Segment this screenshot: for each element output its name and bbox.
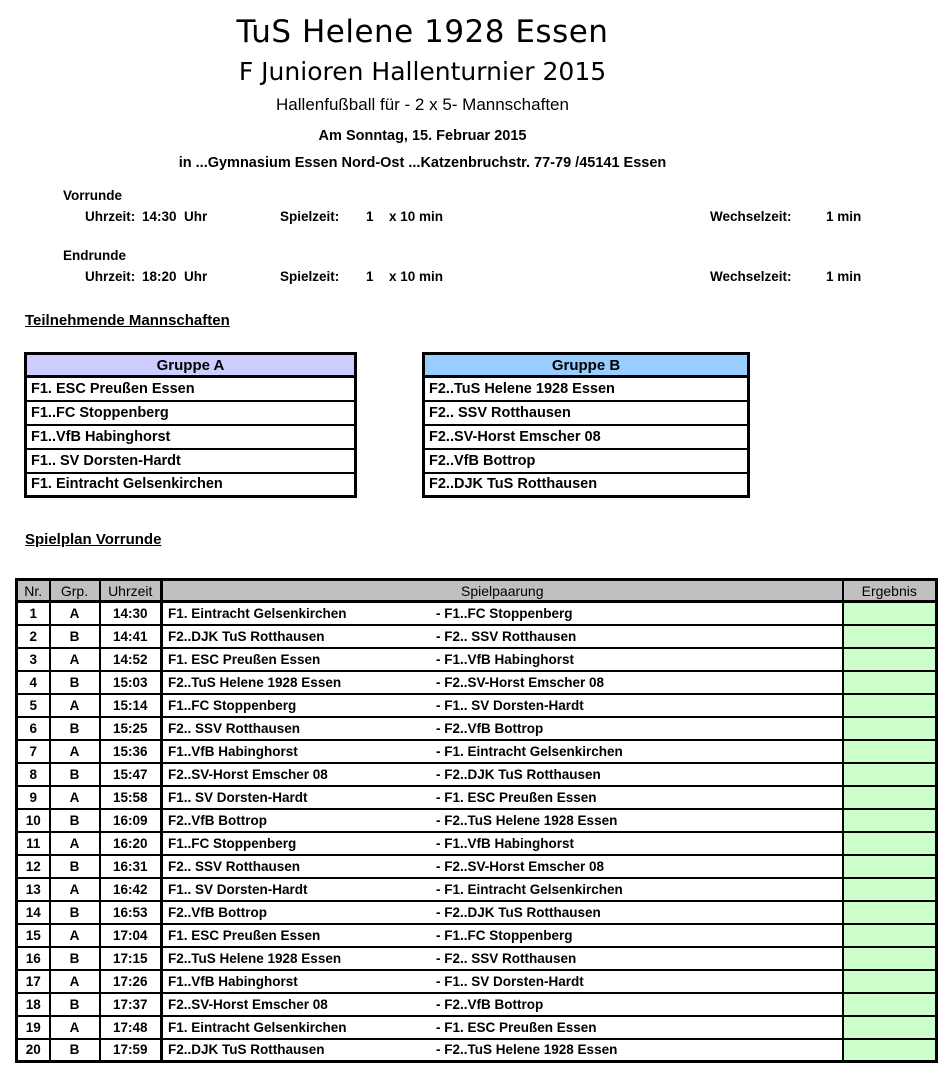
- home-team: F2..VfB Bottrop: [168, 904, 267, 920]
- match-group-cell: A: [50, 1016, 100, 1039]
- pairing-cell: [162, 947, 843, 970]
- away-team: - F1..FC Stoppenberg: [436, 605, 573, 621]
- away-team: - F1. ESC Preußen Essen: [436, 789, 597, 805]
- match-time-cell: 15:58: [100, 786, 162, 809]
- match-row: [17, 855, 937, 878]
- match-group-cell: A: [50, 924, 100, 947]
- pairing-cell: [162, 855, 843, 878]
- spielzeit-count: 1: [366, 209, 374, 224]
- col-header-grp: Grp.: [50, 580, 100, 602]
- match-group-cell: B: [50, 809, 100, 832]
- away-team: - F1. ESC Preußen Essen: [436, 1019, 597, 1035]
- match-time-cell: 16:42: [100, 878, 162, 901]
- away-team: - F2..TuS Helene 1928 Essen: [436, 1042, 618, 1058]
- match-number-cell: 1: [17, 602, 50, 625]
- pairing-cell: [162, 1016, 843, 1039]
- match-number-cell: 6: [17, 717, 50, 740]
- match-row: [17, 993, 937, 1016]
- match-row: [17, 717, 937, 740]
- result-cell: [843, 832, 937, 855]
- match-number-cell: 5: [17, 694, 50, 717]
- match-time-cell: 15:03: [100, 671, 162, 694]
- match-row: [17, 648, 937, 671]
- match-number-cell: 18: [17, 993, 50, 1016]
- match-row: [17, 901, 937, 924]
- match-time-cell: 17:37: [100, 993, 162, 1016]
- match-number-cell: 16: [17, 947, 50, 970]
- wechselzeit-value: 1 min: [826, 269, 862, 284]
- pairing-cell: [162, 924, 843, 947]
- match-number-cell: 14: [17, 901, 50, 924]
- team-row: [424, 401, 749, 425]
- home-team: F2..DJK TuS Rotthausen: [168, 628, 325, 644]
- match-group-cell: A: [50, 832, 100, 855]
- match-number-cell: 11: [17, 832, 50, 855]
- uhrzeit-label: Uhrzeit:: [85, 269, 136, 284]
- page-title: TuS Helene 1928 Essen: [236, 14, 609, 50]
- away-team: - F2..DJK TuS Rotthausen: [436, 904, 601, 920]
- team-row: [26, 401, 356, 425]
- group-b-table: [422, 352, 750, 498]
- result-cell: [843, 855, 937, 878]
- result-cell: [843, 947, 937, 970]
- spielzeit-unit: x 10 min: [389, 269, 444, 284]
- team-row: [26, 425, 356, 449]
- team-cell: F2.. SSV Rotthausen: [424, 401, 749, 425]
- team-cell: F1..VfB Habinghorst: [26, 425, 356, 449]
- match-group-cell: B: [50, 625, 100, 648]
- pairing-cell: [162, 671, 843, 694]
- result-cell: [843, 740, 937, 763]
- start-time: 18:20: [142, 269, 177, 284]
- group-a-title: Gruppe A: [26, 354, 356, 377]
- home-team: F1. Eintracht Gelsenkirchen: [168, 605, 347, 621]
- match-number-cell: 13: [17, 878, 50, 901]
- match-group-cell: B: [50, 763, 100, 786]
- match-time-cell: 15:25: [100, 717, 162, 740]
- result-cell: [843, 786, 937, 809]
- match-group-cell: B: [50, 855, 100, 878]
- match-number-cell: 8: [17, 763, 50, 786]
- match-row: [17, 947, 937, 970]
- pairing-cell: [162, 1039, 843, 1062]
- result-cell: [843, 809, 937, 832]
- result-cell: [843, 648, 937, 671]
- home-team: F1.. SV Dorsten-Hardt: [168, 881, 308, 897]
- match-row: [17, 1016, 937, 1039]
- match-row: [17, 740, 937, 763]
- team-row: [424, 425, 749, 449]
- spielzeit-count: 1: [366, 269, 374, 284]
- match-group-cell: B: [50, 993, 100, 1016]
- away-team: - F1.. SV Dorsten-Hardt: [436, 697, 584, 713]
- date-line: Am Sonntag, 15. Februar 2015: [318, 128, 527, 144]
- result-cell: [843, 993, 937, 1016]
- team-cell: F1.. SV Dorsten-Hardt: [26, 449, 356, 473]
- match-number-cell: 9: [17, 786, 50, 809]
- col-header-ergebnis: Ergebnis: [843, 580, 937, 602]
- home-team: F2.. SSV Rotthausen: [168, 858, 301, 874]
- away-team: - F1..VfB Habinghorst: [436, 835, 574, 851]
- match-time-cell: 16:53: [100, 901, 162, 924]
- match-group-cell: B: [50, 671, 100, 694]
- team-row: [26, 473, 356, 497]
- home-team: F1. ESC Preußen Essen: [168, 651, 321, 667]
- away-team: - F1. Eintracht Gelsenkirchen: [436, 743, 623, 759]
- home-team: F1..VfB Habinghorst: [168, 743, 298, 759]
- match-number-cell: 12: [17, 855, 50, 878]
- result-cell: [843, 671, 937, 694]
- match-group-cell: A: [50, 602, 100, 625]
- team-row: [424, 449, 749, 473]
- result-cell: [843, 1016, 937, 1039]
- match-time-cell: 17:04: [100, 924, 162, 947]
- pairing-cell: [162, 878, 843, 901]
- result-cell: [843, 878, 937, 901]
- wechselzeit-value: 1 min: [826, 209, 862, 224]
- match-row: [17, 1039, 937, 1062]
- col-header-spielpaarung: Spielpaarung: [162, 580, 843, 602]
- home-team: F2..DJK TuS Rotthausen: [168, 1042, 325, 1058]
- match-group-cell: A: [50, 786, 100, 809]
- match-row: [17, 763, 937, 786]
- teams-heading: Teilnehmende Mannschaften: [25, 312, 230, 329]
- spielzeit-unit: x 10 min: [389, 209, 444, 224]
- result-cell: [843, 694, 937, 717]
- match-time-cell: 16:09: [100, 809, 162, 832]
- match-group-cell: B: [50, 1039, 100, 1062]
- home-team: F1..VfB Habinghorst: [168, 973, 298, 989]
- match-time-cell: 14:52: [100, 648, 162, 671]
- match-row: [17, 694, 937, 717]
- match-group-cell: B: [50, 901, 100, 924]
- home-team: F1. ESC Preußen Essen: [168, 927, 321, 943]
- match-time-cell: 14:41: [100, 625, 162, 648]
- pairing-cell: [162, 625, 843, 648]
- result-cell: [843, 763, 937, 786]
- team-cell: F1..FC Stoppenberg: [26, 401, 356, 425]
- match-time-cell: 17:48: [100, 1016, 162, 1039]
- team-cell: F2..SV-Horst Emscher 08: [424, 425, 749, 449]
- format-line: Hallenfußball für - 2 x 5- Mannschaften: [276, 95, 569, 114]
- away-team: - F2..SV-Horst Emscher 08: [436, 858, 605, 874]
- away-team: - F2..DJK TuS Rotthausen: [436, 766, 601, 782]
- pairing-cell: [162, 602, 843, 625]
- result-cell: [843, 901, 937, 924]
- match-number-cell: 19: [17, 1016, 50, 1039]
- team-cell: F2..DJK TuS Rotthausen: [424, 473, 749, 497]
- vorrunde-details: [0, 209, 946, 227]
- team-row: [26, 449, 356, 473]
- uhr-label: Uhr: [184, 269, 208, 284]
- away-team: - F1.. SV Dorsten-Hardt: [436, 973, 584, 989]
- schedule-table: [15, 578, 938, 1063]
- team-cell: F2..VfB Bottrop: [424, 449, 749, 473]
- pairing-cell: [162, 901, 843, 924]
- wechselzeit-label: Wechselzeit:: [710, 209, 792, 224]
- match-number-cell: 4: [17, 671, 50, 694]
- match-row: [17, 809, 937, 832]
- col-header-nr: Nr.: [17, 580, 50, 602]
- away-team: - F2..TuS Helene 1928 Essen: [436, 812, 618, 828]
- away-team: - F1..VfB Habinghorst: [436, 651, 574, 667]
- pairing-cell: [162, 717, 843, 740]
- group-a-header-row: [26, 354, 356, 377]
- spielzeit-label: Spielzeit:: [280, 209, 340, 224]
- result-cell: [843, 924, 937, 947]
- away-team: - F2.. SSV Rotthausen: [436, 950, 577, 966]
- match-time-cell: 17:26: [100, 970, 162, 993]
- away-team: - F2..VfB Bottrop: [436, 996, 544, 1012]
- match-time-cell: 17:15: [100, 947, 162, 970]
- pairing-cell: [162, 809, 843, 832]
- team-cell: F1. ESC Preußen Essen: [26, 377, 356, 401]
- match-time-cell: 17:59: [100, 1039, 162, 1062]
- endrunde-label: Endrunde: [63, 248, 126, 263]
- pairing-cell: [162, 970, 843, 993]
- match-row: [17, 832, 937, 855]
- location-line: in ...Gymnasium Essen Nord-Ost ...Katzenbruchstr. 77-79 /45141 Essen: [178, 155, 667, 171]
- group-b-title: Gruppe B: [424, 354, 749, 377]
- pairing-cell: [162, 694, 843, 717]
- match-number-cell: 7: [17, 740, 50, 763]
- match-group-cell: A: [50, 648, 100, 671]
- group-a-teams: [26, 377, 356, 497]
- pairing-cell: [162, 740, 843, 763]
- team-row: [424, 473, 749, 497]
- match-row: [17, 602, 937, 625]
- team-cell: F1. Eintracht Gelsenkirchen: [26, 473, 356, 497]
- pairing-cell: [162, 648, 843, 671]
- endrunde-details: [0, 269, 946, 287]
- away-team: - F2..SV-Horst Emscher 08: [436, 674, 605, 690]
- group-b-header-row: [424, 354, 749, 377]
- match-number-cell: 15: [17, 924, 50, 947]
- match-number-cell: 3: [17, 648, 50, 671]
- match-number-cell: 20: [17, 1039, 50, 1062]
- vorrunde-label: Vorrunde: [63, 188, 123, 203]
- team-row: [424, 377, 749, 401]
- pairing-cell: [162, 786, 843, 809]
- pairing-cell: [162, 993, 843, 1016]
- match-group-cell: B: [50, 947, 100, 970]
- pairing-cell: [162, 832, 843, 855]
- match-row: [17, 625, 937, 648]
- match-row: [17, 924, 937, 947]
- pairing-cell: [162, 763, 843, 786]
- away-team: - F1. Eintracht Gelsenkirchen: [436, 881, 623, 897]
- match-row: [17, 786, 937, 809]
- away-team: - F2..VfB Bottrop: [436, 720, 544, 736]
- home-team: F1..FC Stoppenberg: [168, 697, 297, 713]
- home-team: F2..TuS Helene 1928 Essen: [168, 674, 342, 690]
- group-b-teams: [424, 377, 749, 497]
- home-team: F2.. SSV Rotthausen: [168, 720, 301, 736]
- match-time-cell: 15:47: [100, 763, 162, 786]
- schedule-header-row: [17, 580, 937, 602]
- result-cell: [843, 1039, 937, 1062]
- home-team: F2..SV-Horst Emscher 08: [168, 996, 328, 1012]
- home-team: F1.. SV Dorsten-Hardt: [168, 789, 308, 805]
- match-time-cell: 16:20: [100, 832, 162, 855]
- match-time-cell: 15:36: [100, 740, 162, 763]
- result-cell: [843, 970, 937, 993]
- uhrzeit-label: Uhrzeit:: [85, 209, 136, 224]
- match-row: [17, 970, 937, 993]
- team-row: [26, 377, 356, 401]
- result-cell: [843, 717, 937, 740]
- document-header: [0, 14, 845, 171]
- col-header-uhrzeit: Uhrzeit: [100, 580, 162, 602]
- match-time-cell: 16:31: [100, 855, 162, 878]
- group-a-table: [24, 352, 357, 498]
- home-team: F2..SV-Horst Emscher 08: [168, 766, 328, 782]
- home-team: F1..FC Stoppenberg: [168, 835, 297, 851]
- home-team: F1. Eintracht Gelsenkirchen: [168, 1019, 347, 1035]
- away-team: - F1..FC Stoppenberg: [436, 927, 573, 943]
- away-team: - F2.. SSV Rotthausen: [436, 628, 577, 644]
- match-number-cell: 2: [17, 625, 50, 648]
- start-time: 14:30: [142, 209, 177, 224]
- schedule-heading: Spielplan Vorrunde: [25, 531, 162, 548]
- match-row: [17, 671, 937, 694]
- match-group-cell: A: [50, 878, 100, 901]
- match-group-cell: A: [50, 970, 100, 993]
- match-number-cell: 10: [17, 809, 50, 832]
- match-group-cell: A: [50, 740, 100, 763]
- schedule-body: [17, 602, 937, 1062]
- home-team: F2..VfB Bottrop: [168, 812, 267, 828]
- result-cell: [843, 602, 937, 625]
- result-cell: [843, 625, 937, 648]
- team-cell: F2..TuS Helene 1928 Essen: [424, 377, 749, 401]
- wechselzeit-label: Wechselzeit:: [710, 269, 792, 284]
- match-row: [17, 878, 937, 901]
- match-group-cell: A: [50, 694, 100, 717]
- match-time-cell: 14:30: [100, 602, 162, 625]
- spielzeit-label: Spielzeit:: [280, 269, 340, 284]
- match-number-cell: 17: [17, 970, 50, 993]
- match-group-cell: B: [50, 717, 100, 740]
- match-time-cell: 15:14: [100, 694, 162, 717]
- uhr-label: Uhr: [184, 209, 208, 224]
- tournament-name: F Junioren Hallenturnier 2015: [238, 57, 607, 86]
- home-team: F2..TuS Helene 1928 Essen: [168, 950, 342, 966]
